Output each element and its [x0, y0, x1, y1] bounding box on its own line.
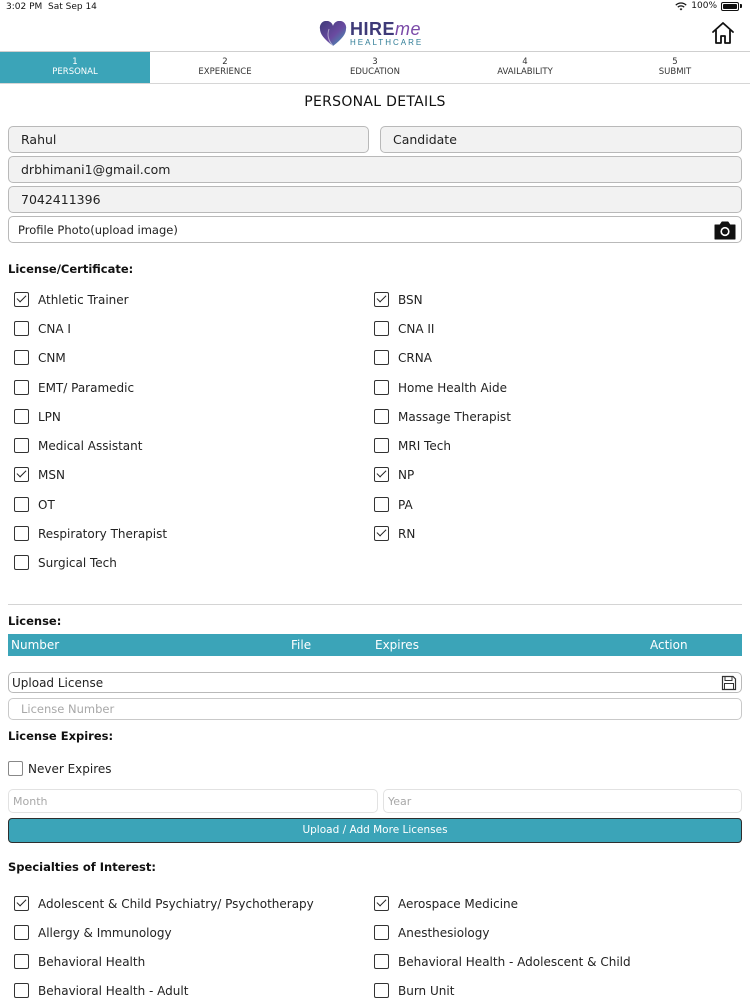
- specialty-behavioral-health[interactable]: [14, 954, 145, 969]
- checkbox[interactable]: [374, 925, 389, 940]
- cert-label: CRNA: [398, 350, 432, 365]
- checkbox[interactable]: [374, 954, 389, 969]
- cert-label: MSN: [38, 467, 65, 482]
- upload-license-label: Upload License: [12, 675, 104, 690]
- camera-icon[interactable]: [713, 219, 737, 241]
- cert-mri-tech[interactable]: [374, 438, 451, 453]
- tab-number: 1: [72, 57, 78, 67]
- specialty-burn-unit[interactable]: [374, 983, 454, 998]
- logo-wordmark: [350, 20, 423, 38]
- cert-label: CNA II: [398, 321, 435, 336]
- specialty-label: Behavioral Health - Adult: [38, 983, 189, 998]
- cert-label: RN: [398, 526, 416, 541]
- tab-number: 5: [672, 57, 678, 67]
- status-date: Sat Sep 14: [48, 2, 97, 12]
- upload-license-field[interactable]: [8, 672, 742, 693]
- specialty-label: Anesthesiology: [398, 925, 490, 940]
- profile-photo-label: Profile Photo(upload image): [18, 222, 178, 237]
- column-number: Number: [11, 638, 60, 652]
- checkbox[interactable]: [14, 983, 29, 998]
- cert-label: Home Health Aide: [398, 380, 508, 395]
- cert-msn[interactable]: [14, 467, 65, 482]
- never-expires-checkbox[interactable]: [8, 761, 112, 776]
- cert-label: Athletic Trainer: [38, 292, 129, 307]
- email-field[interactable]: drbhimani1@gmail.com: [8, 156, 742, 183]
- cert-crna[interactable]: [374, 350, 432, 365]
- checkbox[interactable]: [374, 983, 389, 998]
- logo-hire-text: HIRE: [350, 19, 396, 39]
- specialty-adolescent-child-psychiatry[interactable]: [14, 896, 314, 911]
- cert-label: Medical Assistant: [38, 438, 143, 453]
- specialty-anesthesiology[interactable]: [374, 925, 489, 940]
- cert-surgical-tech[interactable]: [14, 555, 117, 570]
- cert-athletic-trainer[interactable]: [14, 292, 129, 307]
- cert-cna-ii[interactable]: [374, 321, 434, 336]
- specialty-label: Aerospace Medicine: [398, 896, 519, 911]
- tab-submit[interactable]: [600, 52, 750, 83]
- battery-icon: [721, 2, 739, 11]
- battery-tip: [740, 4, 742, 8]
- home-icon[interactable]: [710, 20, 736, 46]
- tab-experience[interactable]: [150, 52, 300, 83]
- checkbox[interactable]: [374, 350, 389, 365]
- column-expires: Expires: [375, 638, 419, 652]
- tab-availability[interactable]: [450, 52, 600, 83]
- checkbox[interactable]: [374, 497, 389, 512]
- cert-home-health-aide[interactable]: [374, 380, 507, 395]
- checkbox[interactable]: [8, 761, 23, 776]
- cert-np[interactable]: [374, 467, 414, 482]
- cert-pa[interactable]: [374, 497, 413, 512]
- battery-percent: 100%: [691, 1, 717, 11]
- checkbox[interactable]: [14, 954, 29, 969]
- save-icon[interactable]: [721, 675, 737, 691]
- checkbox[interactable]: [374, 292, 389, 307]
- checkbox[interactable]: [374, 380, 389, 395]
- phone-field[interactable]: 7042411396: [8, 186, 742, 213]
- specialty-label: Adolescent & Child Psychiatry/ Psychotherapy: [38, 896, 314, 911]
- tab-number: 3: [372, 57, 378, 67]
- cert-bsn[interactable]: [374, 292, 423, 307]
- cert-lpn[interactable]: [14, 409, 61, 424]
- checkbox[interactable]: [374, 896, 389, 911]
- cert-label: MRI Tech: [398, 438, 451, 453]
- tab-education[interactable]: [300, 52, 450, 83]
- heart-logo-icon: [319, 21, 347, 47]
- cert-ot[interactable]: [14, 497, 55, 512]
- tab-personal[interactable]: [0, 52, 150, 83]
- cert-emt-paramedic[interactable]: [14, 380, 134, 395]
- cert-respiratory-therapist[interactable]: [14, 526, 167, 541]
- cert-label: OT: [38, 497, 55, 512]
- specialty-label: Behavioral Health: [38, 954, 146, 969]
- never-expires-label: Never Expires: [28, 761, 112, 776]
- specialty-label: Burn Unit: [398, 983, 455, 998]
- tab-number: 4: [522, 57, 528, 67]
- cert-label: CNA I: [38, 321, 71, 336]
- checkbox[interactable]: [14, 467, 29, 482]
- cert-label: Massage Therapist: [398, 409, 511, 424]
- cert-label: CNM: [38, 350, 66, 365]
- step-tabs: [0, 52, 750, 84]
- checkbox[interactable]: [14, 438, 29, 453]
- tab-label: SUBMIT: [658, 67, 692, 78]
- specialty-behavioral-health-adult[interactable]: [14, 983, 188, 998]
- cert-rn[interactable]: [374, 526, 415, 541]
- checkbox[interactable]: [374, 526, 389, 541]
- tab-label: EDUCATION: [350, 67, 400, 78]
- tab-label: PERSONAL: [52, 67, 98, 78]
- specialty-behavioral-health-adolescent-child[interactable]: [374, 954, 631, 969]
- cert-label: Respiratory Therapist: [38, 526, 168, 541]
- specialty-label: Behavioral Health - Adolescent & Child: [398, 954, 631, 969]
- cert-label: PA: [398, 497, 413, 512]
- profile-photo-field[interactable]: [8, 216, 742, 243]
- tab-label: EXPERIENCE: [198, 67, 252, 78]
- section-divider: [8, 604, 742, 605]
- specialty-aerospace-medicine[interactable]: [374, 896, 518, 911]
- checkbox[interactable]: [374, 321, 389, 336]
- checkbox[interactable]: [14, 292, 29, 307]
- license-heading: License:: [8, 614, 62, 628]
- tab-label: AVAILABILITY: [497, 67, 553, 78]
- month-select[interactable]: Month: [8, 789, 378, 813]
- logo-me-text: me: [395, 19, 422, 39]
- specialty-allergy-immunology[interactable]: [14, 925, 172, 940]
- page-title: PERSONAL DETAILS: [304, 94, 446, 110]
- checkbox[interactable]: [14, 350, 29, 365]
- checkbox[interactable]: [374, 467, 389, 482]
- checkbox[interactable]: [14, 526, 29, 541]
- specialty-label: Allergy & Immunology: [38, 925, 172, 940]
- first-name-field[interactable]: Rahul: [8, 126, 369, 153]
- column-file: File: [291, 638, 312, 652]
- hireme-logo: [319, 20, 423, 47]
- cert-cna-i[interactable]: [14, 321, 71, 336]
- cert-massage-therapist[interactable]: [374, 409, 511, 424]
- cert-label: EMT/ Paramedic: [38, 380, 135, 395]
- tab-number: 2: [222, 57, 228, 67]
- column-action: Action: [650, 638, 688, 652]
- cert-label: NP: [398, 467, 415, 482]
- app-header: [0, 16, 750, 52]
- year-select[interactable]: Year: [383, 789, 742, 813]
- checkbox[interactable]: [14, 925, 29, 940]
- checkbox[interactable]: [14, 321, 29, 336]
- cert-label: LPN: [38, 409, 61, 424]
- checkbox[interactable]: [14, 409, 29, 424]
- add-more-licenses-button[interactable]: Upload / Add More Licenses: [8, 818, 742, 843]
- checkbox[interactable]: [14, 380, 29, 395]
- status-bar: [0, 0, 750, 16]
- checkbox[interactable]: [374, 438, 389, 453]
- checkbox[interactable]: [14, 896, 29, 911]
- wifi-icon: [675, 2, 687, 11]
- checkbox[interactable]: [374, 409, 389, 424]
- cert-label: Surgical Tech: [38, 555, 117, 570]
- license-expires-heading: License Expires:: [8, 729, 114, 743]
- last-name-field[interactable]: Candidate: [380, 126, 742, 153]
- license-table-header: [8, 634, 742, 656]
- status-right: [675, 1, 742, 11]
- license-number-input[interactable]: License Number: [8, 698, 742, 720]
- license-certificate-heading: License/Certificate:: [8, 262, 134, 276]
- specialties-heading: Specialties of Interest:: [8, 860, 156, 874]
- cert-label: BSN: [398, 292, 423, 307]
- cert-cnm[interactable]: [14, 350, 66, 365]
- cert-medical-assistant[interactable]: [14, 438, 142, 453]
- logo-subtitle: HEALTHCARE: [350, 38, 424, 47]
- status-time: 3:02 PM: [6, 2, 43, 12]
- checkbox[interactable]: [14, 497, 29, 512]
- checkbox[interactable]: [14, 555, 29, 570]
